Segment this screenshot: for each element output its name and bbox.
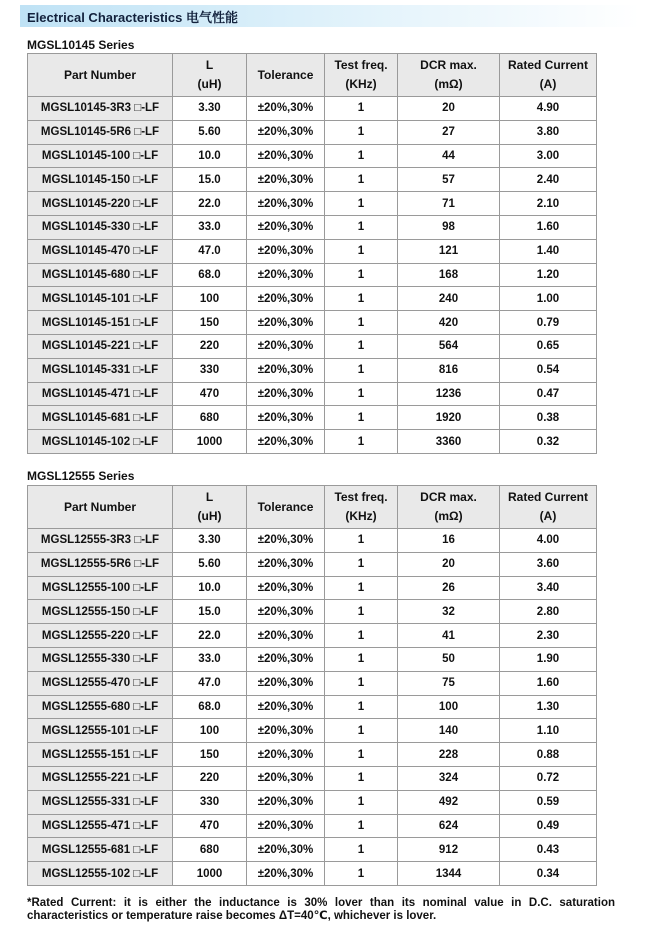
rated-current-cell: 2.10 xyxy=(500,192,597,216)
dcr-cell: 564 xyxy=(398,334,500,358)
table-row xyxy=(28,215,597,239)
dcr-cell: 20 xyxy=(398,552,500,576)
dcr-cell: 140 xyxy=(398,719,500,743)
header-test-freq-line-1: Test freq. xyxy=(334,490,388,504)
part-number-cell: MGSL12555-221 □-LF xyxy=(28,766,173,790)
rated-current-cell: 0.59 xyxy=(500,790,597,814)
table-row xyxy=(28,576,597,600)
dcr-cell: 41 xyxy=(398,624,500,648)
test-freq-cell: 1 xyxy=(325,334,398,358)
header-tolerance xyxy=(247,54,325,97)
test-freq-cell: 1 xyxy=(325,695,398,719)
test-freq-cell: 1 xyxy=(325,287,398,311)
table-header-row xyxy=(28,486,597,529)
inductance-cell: 10.0 xyxy=(173,576,247,600)
dcr-cell: 624 xyxy=(398,814,500,838)
header-tolerance-line-1: Tolerance xyxy=(257,499,314,514)
tolerance-cell: ±20%,30% xyxy=(247,790,325,814)
tolerance-cell: ±20%,30% xyxy=(247,624,325,648)
inductance-cell: 1000 xyxy=(173,862,247,886)
header-inductance xyxy=(173,486,247,529)
rated-current-cell: 0.38 xyxy=(500,406,597,430)
rated-current-cell: 0.34 xyxy=(500,862,597,886)
header-test-freq xyxy=(325,486,398,529)
table-row xyxy=(28,671,597,695)
table-row xyxy=(28,862,597,886)
dcr-cell: 3360 xyxy=(398,430,500,454)
table-header-row xyxy=(28,54,597,97)
header-rated-current-line-2: (A) xyxy=(539,509,557,523)
table-row xyxy=(28,600,597,624)
header-tolerance-line-1: Tolerance xyxy=(257,67,314,82)
part-number-cell: MGSL12555-681 □-LF xyxy=(28,838,173,862)
part-number-cell: MGSL12555-100 □-LF xyxy=(28,576,173,600)
test-freq-cell: 1 xyxy=(325,406,398,430)
test-freq-cell: 1 xyxy=(325,671,398,695)
header-inductance-line-1: L xyxy=(205,58,214,72)
inductance-cell: 220 xyxy=(173,334,247,358)
part-number-cell: MGSL12555-150 □-LF xyxy=(28,600,173,624)
part-number-cell: MGSL10145-3R3 □-LF xyxy=(28,97,173,121)
test-freq-cell: 1 xyxy=(325,144,398,168)
rated-current-cell: 1.90 xyxy=(500,647,597,671)
inductance-cell: 68.0 xyxy=(173,695,247,719)
test-freq-cell: 1 xyxy=(325,647,398,671)
part-number-cell: MGSL10145-150 □-LF xyxy=(28,168,173,192)
tolerance-cell: ±20%,30% xyxy=(247,311,325,335)
spec-table-mgsl10145 xyxy=(27,53,597,454)
table-row xyxy=(28,97,597,121)
inductance-cell: 330 xyxy=(173,790,247,814)
test-freq-cell: 1 xyxy=(325,719,398,743)
test-freq-cell: 1 xyxy=(325,838,398,862)
table-row xyxy=(28,790,597,814)
inductance-cell: 22.0 xyxy=(173,192,247,216)
test-freq-cell: 1 xyxy=(325,862,398,886)
header-test-freq-line-2: (KHz) xyxy=(345,509,377,523)
tolerance-cell: ±20%,30% xyxy=(247,120,325,144)
table-row xyxy=(28,382,597,406)
inductance-cell: 3.30 xyxy=(173,97,247,121)
rated-current-cell: 0.32 xyxy=(500,430,597,454)
table-row xyxy=(28,529,597,553)
inductance-cell: 220 xyxy=(173,766,247,790)
tolerance-cell: ±20%,30% xyxy=(247,215,325,239)
inductance-cell: 15.0 xyxy=(173,600,247,624)
tolerance-cell: ±20%,30% xyxy=(247,406,325,430)
part-number-cell: MGSL10145-102 □-LF xyxy=(28,430,173,454)
dcr-cell: 20 xyxy=(398,97,500,121)
tolerance-cell: ±20%,30% xyxy=(247,334,325,358)
rated-current-cell: 1.10 xyxy=(500,719,597,743)
rated-current-cell: 3.60 xyxy=(500,552,597,576)
header-dcr-max-line-2: (mΩ) xyxy=(434,509,463,523)
rated-current-cell: 2.30 xyxy=(500,624,597,648)
dcr-cell: 228 xyxy=(398,743,500,767)
inductance-cell: 10.0 xyxy=(173,144,247,168)
rated-current-cell: 0.54 xyxy=(500,358,597,382)
part-number-cell: MGSL12555-102 □-LF xyxy=(28,862,173,886)
rated-current-cell: 2.80 xyxy=(500,600,597,624)
section-banner xyxy=(20,5,640,27)
rated-current-cell: 3.40 xyxy=(500,576,597,600)
table-row xyxy=(28,263,597,287)
header-part-number-line-1: Part Number xyxy=(63,67,137,82)
header-dcr-max-line-1: DCR max. xyxy=(420,490,477,504)
rated-current-cell: 0.88 xyxy=(500,743,597,767)
rated-current-cell: 0.72 xyxy=(500,766,597,790)
dcr-cell: 168 xyxy=(398,263,500,287)
inductance-cell: 330 xyxy=(173,358,247,382)
inductance-cell: 100 xyxy=(173,287,247,311)
test-freq-cell: 1 xyxy=(325,430,398,454)
dcr-cell: 240 xyxy=(398,287,500,311)
header-test-freq xyxy=(325,54,398,97)
part-number-cell: MGSL10145-680 □-LF xyxy=(28,263,173,287)
dcr-cell: 26 xyxy=(398,576,500,600)
test-freq-cell: 1 xyxy=(325,239,398,263)
test-freq-cell: 1 xyxy=(325,215,398,239)
rated-current-cell: 0.43 xyxy=(500,838,597,862)
test-freq-cell: 1 xyxy=(325,766,398,790)
table-row xyxy=(28,430,597,454)
header-part-number xyxy=(28,486,173,529)
inductance-cell: 22.0 xyxy=(173,624,247,648)
part-number-cell: MGSL10145-471 □-LF xyxy=(28,382,173,406)
tolerance-cell: ±20%,30% xyxy=(247,168,325,192)
header-rated-current-line-1: Rated Current xyxy=(507,58,588,72)
table-row xyxy=(28,719,597,743)
inductance-cell: 47.0 xyxy=(173,671,247,695)
dcr-cell: 420 xyxy=(398,311,500,335)
dcr-cell: 71 xyxy=(398,192,500,216)
test-freq-cell: 1 xyxy=(325,263,398,287)
spec-table-mgsl12555 xyxy=(27,485,597,886)
inductance-cell: 150 xyxy=(173,311,247,335)
part-number-cell: MGSL10145-330 □-LF xyxy=(28,215,173,239)
inductance-cell: 15.0 xyxy=(173,168,247,192)
part-number-cell: MGSL10145-331 □-LF xyxy=(28,358,173,382)
tolerance-cell: ±20%,30% xyxy=(247,382,325,406)
part-number-cell: MGSL10145-101 □-LF xyxy=(28,287,173,311)
test-freq-cell: 1 xyxy=(325,358,398,382)
header-rated-current-line-1: Rated Current xyxy=(507,490,588,504)
table-row xyxy=(28,552,597,576)
dcr-cell: 32 xyxy=(398,600,500,624)
test-freq-cell: 1 xyxy=(325,576,398,600)
test-freq-cell: 1 xyxy=(325,382,398,406)
table-row xyxy=(28,144,597,168)
series-title-mgsl12555: MGSL12555 Series xyxy=(27,469,135,483)
header-dcr-max xyxy=(398,54,500,97)
tolerance-cell: ±20%,30% xyxy=(247,862,325,886)
inductance-cell: 1000 xyxy=(173,430,247,454)
inductance-cell: 33.0 xyxy=(173,215,247,239)
inductance-cell: 680 xyxy=(173,838,247,862)
tolerance-cell: ±20%,30% xyxy=(247,576,325,600)
dcr-cell: 492 xyxy=(398,790,500,814)
table-row xyxy=(28,766,597,790)
inductance-cell: 33.0 xyxy=(173,647,247,671)
series-title-mgsl10145: MGSL10145 Series xyxy=(27,38,135,52)
rated-current-cell: 1.00 xyxy=(500,287,597,311)
dcr-cell: 27 xyxy=(398,120,500,144)
inductance-cell: 5.60 xyxy=(173,120,247,144)
rated-current-cell: 1.60 xyxy=(500,215,597,239)
tolerance-cell: ±20%,30% xyxy=(247,430,325,454)
rated-current-cell: 1.40 xyxy=(500,239,597,263)
table-row xyxy=(28,168,597,192)
header-rated-current xyxy=(500,486,597,529)
header-tolerance xyxy=(247,486,325,529)
tolerance-cell: ±20%,30% xyxy=(247,287,325,311)
dcr-cell: 16 xyxy=(398,529,500,553)
part-number-cell: MGSL12555-5R6 □-LF xyxy=(28,552,173,576)
inductance-cell: 5.60 xyxy=(173,552,247,576)
table-row xyxy=(28,192,597,216)
inductance-cell: 470 xyxy=(173,814,247,838)
test-freq-cell: 1 xyxy=(325,97,398,121)
dcr-cell: 100 xyxy=(398,695,500,719)
part-number-cell: MGSL12555-471 □-LF xyxy=(28,814,173,838)
inductance-cell: 68.0 xyxy=(173,263,247,287)
table-row xyxy=(28,120,597,144)
section-title: Electrical Characteristics 电气性能 xyxy=(27,10,238,25)
header-part-number-line-1: Part Number xyxy=(63,499,137,514)
part-number-cell: MGSL12555-151 □-LF xyxy=(28,743,173,767)
part-number-cell: MGSL10145-5R6 □-LF xyxy=(28,120,173,144)
part-number-cell: MGSL12555-3R3 □-LF xyxy=(28,529,173,553)
rated-current-cell: 4.00 xyxy=(500,529,597,553)
part-number-cell: MGSL10145-151 □-LF xyxy=(28,311,173,335)
tolerance-cell: ±20%,30% xyxy=(247,529,325,553)
tolerance-cell: ±20%,30% xyxy=(247,239,325,263)
test-freq-cell: 1 xyxy=(325,529,398,553)
test-freq-cell: 1 xyxy=(325,120,398,144)
rated-current-cell: 0.79 xyxy=(500,311,597,335)
header-test-freq-line-2: (KHz) xyxy=(345,77,377,91)
tolerance-cell: ±20%,30% xyxy=(247,263,325,287)
part-number-cell: MGSL10145-220 □-LF xyxy=(28,192,173,216)
tolerance-cell: ±20%,30% xyxy=(247,695,325,719)
dcr-cell: 50 xyxy=(398,647,500,671)
test-freq-cell: 1 xyxy=(325,192,398,216)
dcr-cell: 1344 xyxy=(398,862,500,886)
inductance-cell: 47.0 xyxy=(173,239,247,263)
dcr-cell: 75 xyxy=(398,671,500,695)
table-row xyxy=(28,287,597,311)
tolerance-cell: ±20%,30% xyxy=(247,766,325,790)
test-freq-cell: 1 xyxy=(325,552,398,576)
rated-current-cell: 1.30 xyxy=(500,695,597,719)
part-number-cell: MGSL10145-681 □-LF xyxy=(28,406,173,430)
dcr-cell: 44 xyxy=(398,144,500,168)
test-freq-cell: 1 xyxy=(325,814,398,838)
rated-current-cell: 1.60 xyxy=(500,671,597,695)
table-row xyxy=(28,814,597,838)
dcr-cell: 1920 xyxy=(398,406,500,430)
dcr-cell: 57 xyxy=(398,168,500,192)
rated-current-cell: 3.00 xyxy=(500,144,597,168)
table-row xyxy=(28,695,597,719)
header-dcr-max-line-1: DCR max. xyxy=(420,58,477,72)
tolerance-cell: ±20%,30% xyxy=(247,671,325,695)
header-test-freq-line-1: Test freq. xyxy=(334,58,388,72)
tolerance-cell: ±20%,30% xyxy=(247,144,325,168)
test-freq-cell: 1 xyxy=(325,743,398,767)
table-row xyxy=(28,311,597,335)
header-dcr-max xyxy=(398,486,500,529)
tolerance-cell: ±20%,30% xyxy=(247,838,325,862)
rated-current-footnote: *Rated Current: it is either the inductance is 30% lover than its nominal value in D.C. saturation characteristics or temperature raise becomes ΔT=40℃, whichever is lover. xyxy=(27,897,615,922)
part-number-cell: MGSL12555-331 □-LF xyxy=(28,790,173,814)
part-number-cell: MGSL12555-330 □-LF xyxy=(28,647,173,671)
test-freq-cell: 1 xyxy=(325,311,398,335)
header-inductance-line-1: L xyxy=(205,490,214,504)
tolerance-cell: ±20%,30% xyxy=(247,647,325,671)
header-inductance-line-2: (uH) xyxy=(197,509,222,523)
rated-current-cell: 2.40 xyxy=(500,168,597,192)
part-number-cell: MGSL10145-470 □-LF xyxy=(28,239,173,263)
part-number-cell: MGSL10145-221 □-LF xyxy=(28,334,173,358)
table-row xyxy=(28,334,597,358)
tolerance-cell: ±20%,30% xyxy=(247,814,325,838)
tolerance-cell: ±20%,30% xyxy=(247,97,325,121)
table-row xyxy=(28,358,597,382)
tolerance-cell: ±20%,30% xyxy=(247,552,325,576)
tolerance-cell: ±20%,30% xyxy=(247,192,325,216)
table-row xyxy=(28,406,597,430)
part-number-cell: MGSL12555-470 □-LF xyxy=(28,671,173,695)
inductance-cell: 150 xyxy=(173,743,247,767)
header-inductance xyxy=(173,54,247,97)
dcr-cell: 98 xyxy=(398,215,500,239)
part-number-cell: MGSL10145-100 □-LF xyxy=(28,144,173,168)
tolerance-cell: ±20%,30% xyxy=(247,719,325,743)
header-rated-current xyxy=(500,54,597,97)
dcr-cell: 121 xyxy=(398,239,500,263)
part-number-cell: MGSL12555-220 □-LF xyxy=(28,624,173,648)
part-number-cell: MGSL12555-101 □-LF xyxy=(28,719,173,743)
table-row xyxy=(28,743,597,767)
table-row xyxy=(28,838,597,862)
rated-current-cell: 0.49 xyxy=(500,814,597,838)
inductance-cell: 3.30 xyxy=(173,529,247,553)
inductance-cell: 680 xyxy=(173,406,247,430)
dcr-cell: 912 xyxy=(398,838,500,862)
rated-current-cell: 3.80 xyxy=(500,120,597,144)
inductance-cell: 100 xyxy=(173,719,247,743)
part-number-cell: MGSL12555-680 □-LF xyxy=(28,695,173,719)
dcr-cell: 1236 xyxy=(398,382,500,406)
header-dcr-max-line-2: (mΩ) xyxy=(434,77,463,91)
tolerance-cell: ±20%,30% xyxy=(247,743,325,767)
table-row xyxy=(28,647,597,671)
test-freq-cell: 1 xyxy=(325,624,398,648)
rated-current-cell: 0.47 xyxy=(500,382,597,406)
inductance-cell: 470 xyxy=(173,382,247,406)
dcr-cell: 816 xyxy=(398,358,500,382)
header-inductance-line-2: (uH) xyxy=(197,77,222,91)
header-part-number xyxy=(28,54,173,97)
tolerance-cell: ±20%,30% xyxy=(247,600,325,624)
rated-current-cell: 0.65 xyxy=(500,334,597,358)
table-row xyxy=(28,624,597,648)
test-freq-cell: 1 xyxy=(325,168,398,192)
dcr-cell: 324 xyxy=(398,766,500,790)
table-row xyxy=(28,239,597,263)
tolerance-cell: ±20%,30% xyxy=(247,358,325,382)
rated-current-cell: 1.20 xyxy=(500,263,597,287)
test-freq-cell: 1 xyxy=(325,600,398,624)
rated-current-cell: 4.90 xyxy=(500,97,597,121)
test-freq-cell: 1 xyxy=(325,790,398,814)
header-rated-current-line-2: (A) xyxy=(539,77,557,91)
